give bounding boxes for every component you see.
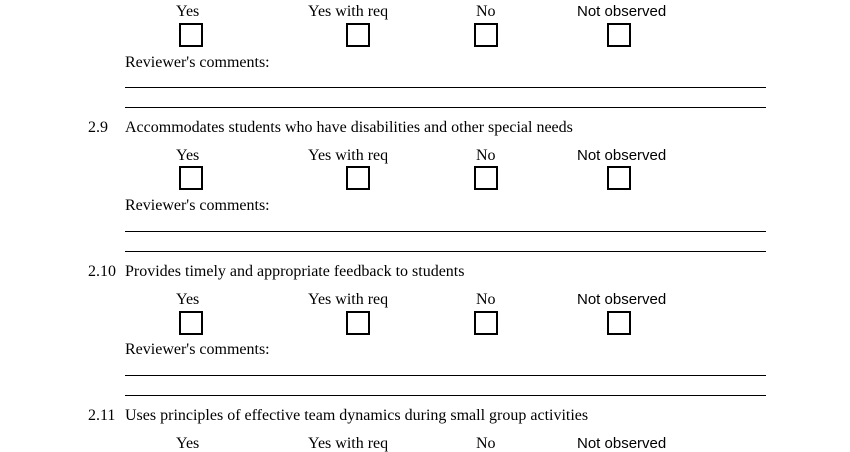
option-not-observed-label: Not observed — [577, 147, 667, 164]
comment-line[interactable] — [125, 231, 766, 232]
option-yes-req-label: Yes with req — [308, 435, 389, 452]
comment-line[interactable] — [125, 251, 766, 252]
option-no-label: No — [476, 147, 496, 164]
reviewer-comments-label: Reviewer's comments: — [125, 54, 270, 71]
checkbox-yes[interactable] — [179, 166, 203, 190]
item-text: Uses principles of effective team dynamics during small group activities — [125, 407, 589, 424]
checkbox-not-observed[interactable] — [607, 311, 631, 335]
option-yes-req-label: Yes with req — [308, 3, 389, 20]
comment-line[interactable] — [125, 87, 766, 88]
option-yes-label: Yes — [176, 147, 200, 164]
option-yes-label: Yes — [176, 435, 200, 452]
item-text: Accommodates students who have disabilities and other special needs — [125, 119, 573, 136]
item-number: 2.9 — [88, 119, 108, 136]
option-not-observed-label: Not observed — [577, 291, 667, 308]
option-yes-label: Yes — [176, 291, 200, 308]
checkbox-no[interactable] — [474, 311, 498, 335]
option-not-observed-label: Not observed — [577, 435, 667, 452]
option-no-label: No — [476, 3, 496, 20]
checkbox-yes[interactable] — [179, 23, 203, 47]
checkbox-yes-with-req[interactable] — [346, 311, 370, 335]
option-no-label: No — [476, 291, 496, 308]
option-yes-label: Yes — [176, 3, 200, 20]
item-text: Provides timely and appropriate feedback to students — [125, 263, 465, 280]
option-no-label: No — [476, 435, 496, 452]
checkbox-no[interactable] — [474, 166, 498, 190]
item-number: 2.10 — [88, 263, 116, 280]
reviewer-comments-label: Reviewer's comments: — [125, 341, 270, 358]
comment-line[interactable] — [125, 107, 766, 108]
checkbox-yes-with-req[interactable] — [346, 23, 370, 47]
checkbox-yes[interactable] — [179, 311, 203, 335]
checkbox-not-observed[interactable] — [607, 166, 631, 190]
option-yes-req-label: Yes with req — [308, 147, 389, 164]
comment-line[interactable] — [125, 375, 766, 376]
checkbox-yes-with-req[interactable] — [346, 166, 370, 190]
option-yes-req-label: Yes with req — [308, 291, 389, 308]
reviewer-comments-label: Reviewer's comments: — [125, 197, 270, 214]
checkbox-no[interactable] — [474, 23, 498, 47]
item-number: 2.11 — [88, 407, 116, 424]
option-not-observed-label: Not observed — [577, 3, 667, 20]
comment-line[interactable] — [125, 395, 766, 396]
checkbox-not-observed[interactable] — [607, 23, 631, 47]
